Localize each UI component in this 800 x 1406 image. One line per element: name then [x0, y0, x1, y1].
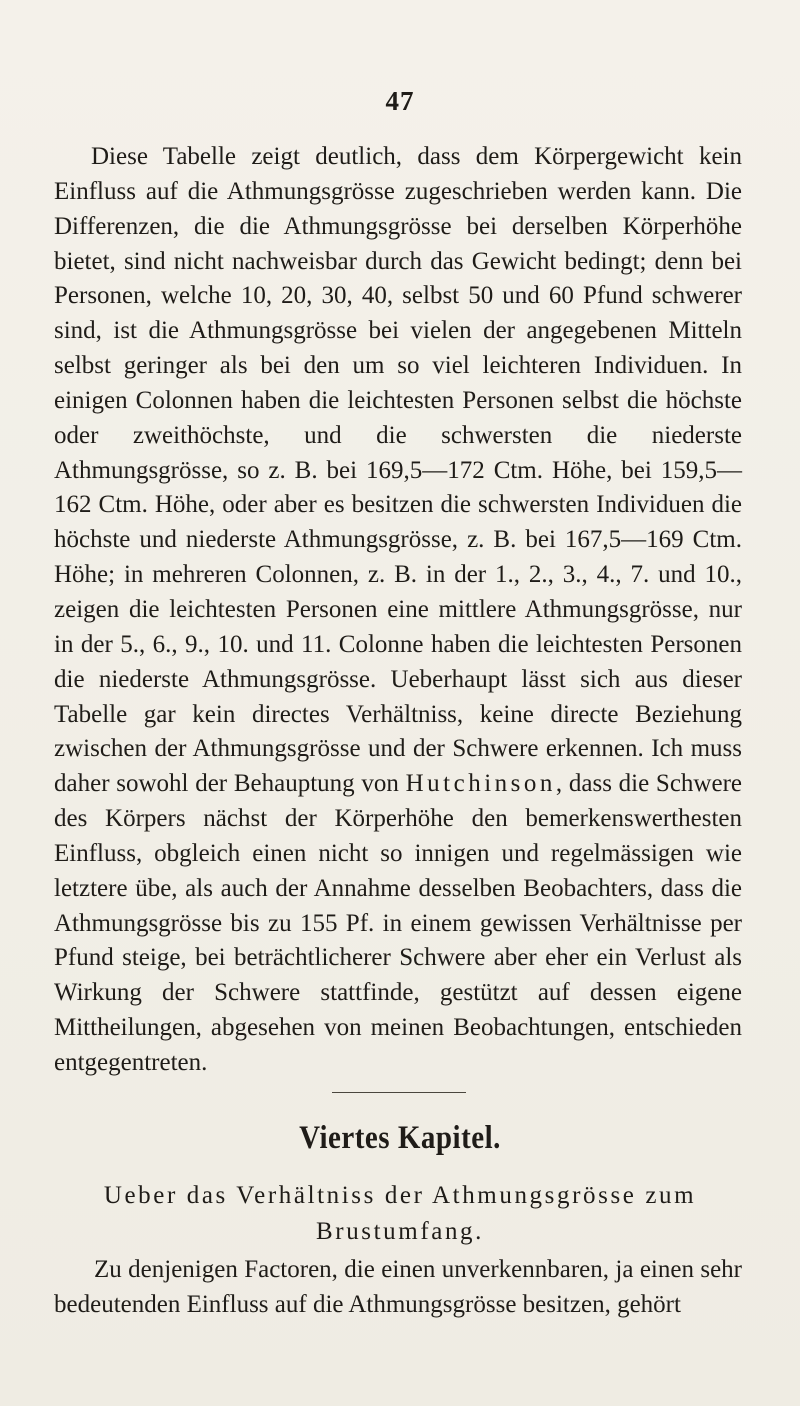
paragraph	[54, 140, 742, 1081]
paragraph: Zu denjenigen Factoren, die einen unverkennbaren, ja einen sehr bedeutenden Einfluss auf die Athmungsgrösse besitzen, gehört	[54, 1256, 742, 1318]
chapter-title: Viertes Kapitel.	[299, 1120, 501, 1156]
chapter-subtitle	[0, 1178, 800, 1250]
paragraph-text-start: Diese Tabelle zeigt deutlich, dass dem Körpergewicht kein Einfluss auf die Athmungsgrösse zugeschrieben werden kann. Die Differenzen, die die Athmungsgrösse bei derselben Körperhöhe bietet, sind nicht nachweisbar durch das Gewicht bedingt; denn bei Personen, welche 10, 20, 30, 40, selbst 50 und 60 Pfund schwerer sind, ist die Athmungsgrösse bei vielen der angegebenen Mitteln selbst geringer als bei den um so viel leichteren Individuen. In einigen Colonnen haben die leichtesten Personen selbst die höchste oder zweithöchste, und die schwersten die niederste Athmungsgrösse, so z. B. bei 169,5—172 Ctm. Höhe, bei 159,5—162 Ctm. Höhe, oder aber es besitzen die schwersten Individuen die höchste und niederste Athmungsgrösse, z. B. bei 167,5—169 Ctm. Höhe; in mehreren Colonnen, z. B. in der 1., 2., 3., 4., 7. und 10., zeigen die leichtesten Personen eine mittlere Athmungsgrösse, nur in der 5., 6., 9., 10. und 11. Colonne haben die leichtesten Personen die niederste Athmungsgrösse. Ueberhaupt lässt sich aus dieser Tabelle gar kein directes Verhältniss, keine directe Beziehung zwischen der Athmungsgrösse und der Schwere erkennen. Ich muss daher sowohl der Behauptung von	[54, 143, 742, 798]
author-name: Hutchinson	[405, 770, 556, 798]
chapter-subtitle-line: Brustumfang.	[316, 1218, 484, 1245]
page-number: 47	[385, 86, 415, 116]
body-text	[54, 140, 742, 1081]
paragraph-text-end: , dass die Schwere des Körpers nächst der Körperhöhe den bemerkenswerthesten Einfluss, obgleich einen nicht so innigen und regelmässigen wie letztere übe, als auch der Annahme desselben Beobachters, dass die Athmungsgrösse bis zu 155 Pf. in einem gewissen Verhältnisse per Pfund steige, bei beträchtlicherer Schwere aber eher ein Verlust als Wirkung der Schwere stattfinde, gestützt auf dessen eigene Mittheilungen, abgesehen von meinen Beobachtungen, entschieden entgegentreten.	[54, 770, 743, 1076]
section-divider	[332, 1092, 466, 1093]
chapter-subtitle-line: Ueber das Verhältniss der Athmungsgrösse zum	[103, 1182, 697, 1209]
chapter-body-text	[54, 1252, 742, 1322]
